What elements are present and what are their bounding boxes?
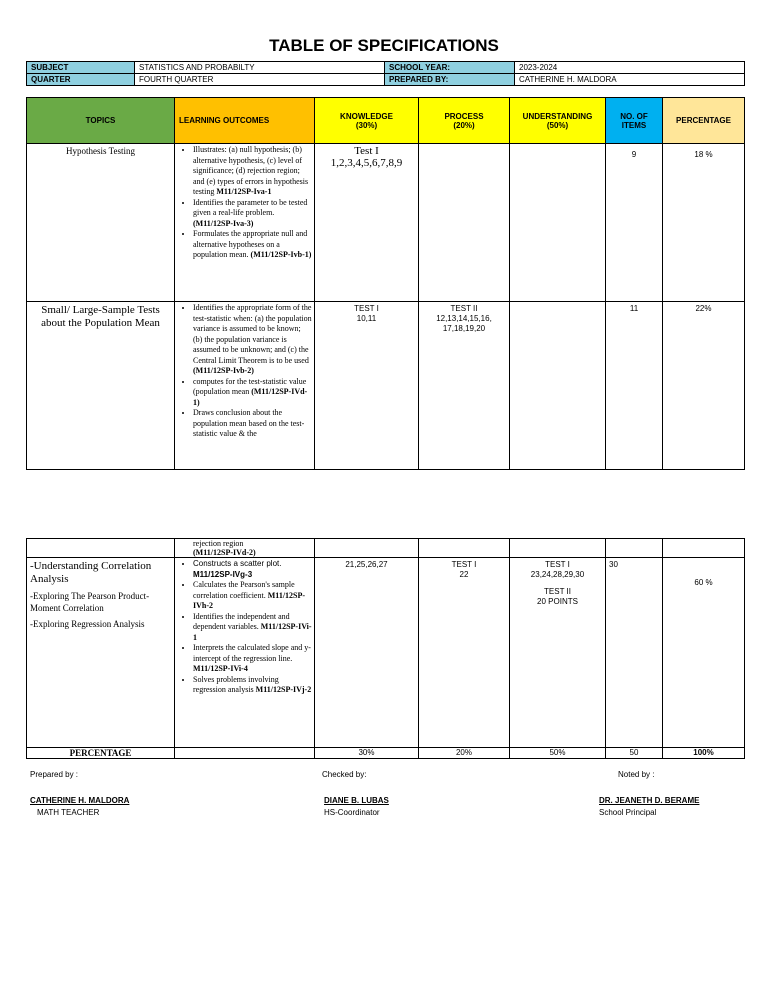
total-understanding: 50% (549, 748, 566, 757)
knowledge-items: 21,25,26,27 (345, 560, 388, 569)
learning-outcomes-cell (175, 558, 315, 748)
noted-by-role: School Principal (599, 808, 657, 817)
checked-by-signature-label: Checked by: (322, 770, 367, 779)
specifications-table-page1 (26, 97, 745, 470)
table-row (27, 144, 745, 302)
items-count: 30 (609, 560, 618, 569)
school-year-value: 2023-2024 (515, 62, 745, 74)
knowledge-items: 10,11 (356, 314, 377, 323)
header-knowledge-pct: (30%) (355, 120, 378, 130)
understanding-points: 20 POINTS (537, 597, 578, 606)
understanding-test2-label: TEST II (544, 587, 571, 596)
topic-correlation: -Understanding Correlation Analysis (30, 560, 152, 585)
header-process-pct: (20%) (453, 120, 475, 130)
row-percentage: 22% (695, 304, 712, 313)
totals-row (27, 748, 745, 759)
row-percentage: 18 % (694, 150, 713, 159)
topic-hypothesis-testing: Hypothesis Testing (66, 146, 135, 156)
total-process: 20% (455, 748, 472, 757)
process-test-label: TEST I (451, 560, 477, 569)
continuation-text: rejection region (193, 539, 244, 548)
header-knowledge-label: KNOWLEDGE (340, 111, 393, 121)
process-items: 22 (459, 570, 469, 579)
list-item: • Solves problems involving regression analysis M11/12SP-IVj-2 (193, 675, 312, 696)
table-row (27, 539, 745, 558)
checked-by-name: DIANE B. LUBAS (324, 796, 389, 805)
list-item: • Interprets the calculated slope and y-intercept of the regression line. M11/12SP-IVi-4 (193, 643, 312, 675)
understanding-items: 23,24,28,29,30 (530, 570, 585, 579)
row-percentage: 60 % (694, 578, 713, 587)
quarter-value: FOURTH QUARTER (135, 74, 385, 86)
knowledge-test-label: Test I (354, 145, 379, 157)
noted-by-name: DR. JEANETH D. BERAME (599, 796, 700, 805)
topic-pearson: -Exploring The Pearson Product-Moment Correlation (30, 591, 150, 613)
subject-value: STATISTICS AND PROBABILTY (135, 62, 385, 74)
list-item: • Identifies the independent and dependent variables. M11/12SP-IVi-1 (193, 612, 312, 644)
total-knowledge: 30% (358, 748, 375, 757)
prepared-by-role: MATH TEACHER (37, 808, 100, 817)
learning-outcomes-cell (175, 144, 315, 302)
quarter-label: QUARTER (27, 74, 135, 86)
topic-regression: -Exploring Regression Analysis (30, 619, 145, 629)
checked-by-role: HS-Coordinator (324, 808, 380, 817)
header-no-items: NO. OF ITEMS (606, 98, 663, 144)
list-item: • Illustrates: (a) null hypothesis; (b) alternative hypothesis, (c) level of significance; (d) rejection region; and (e) types of errors in hypothesis testing M11/12SP-Iva-1 (193, 145, 312, 198)
total-items: 50 (629, 748, 639, 757)
page-title: TABLE OF SPECIFICATIONS (269, 36, 499, 55)
list-item: • Calculates the Pearson's sample correlation coefficient. M11/12SP-IVh-2 (193, 580, 312, 612)
list-item: • Draws conclusion about the population mean based on the test-statistic value & the (193, 408, 312, 440)
table-row (27, 302, 745, 470)
header-percentage: PERCENTAGE (663, 98, 745, 144)
prepared-by-label: PREPARED BY: (385, 74, 515, 86)
header-process-label: PROCESS (444, 111, 484, 121)
total-percentage: 100% (693, 748, 714, 757)
noted-by-signature-label: Noted by : (618, 770, 655, 779)
knowledge-items: 1,2,3,4,5,6,7,8,9 (330, 157, 403, 169)
items-count: 9 (631, 150, 637, 159)
list-item: • Identifies the parameter to be tested given a real-life problem. (M11/12SP-Iva-3) (193, 198, 312, 230)
list-item: • computes for the test-statistic value (population mean (M11/12SP-IVd-1) (193, 377, 312, 409)
prepared-by-value: CATHERINE H. MALDORA (515, 74, 745, 86)
info-table (26, 61, 745, 86)
items-count: 11 (629, 304, 639, 313)
subject-label: SUBJECT (27, 62, 135, 74)
header-learning-outcomes: LEARNING OUTCOMES (175, 98, 315, 144)
list-item: • Constructs a scatter plot. M11/12SP-IVg-3 (193, 559, 312, 580)
header-knowledge (315, 98, 419, 144)
process-test-label: TEST II (450, 304, 478, 313)
header-topics: TOPICS (27, 98, 175, 144)
totals-label: PERCENTAGE (69, 748, 132, 758)
header-understanding-pct: (50%) (546, 120, 569, 130)
knowledge-test-label: TEST I (354, 304, 379, 313)
topic-sample-tests: Small/ Large-Sample Tests about the Population Mean (41, 304, 160, 329)
continuation-code: (M11/12SP-IVd-2) (193, 548, 256, 557)
learning-outcomes-cell (175, 302, 315, 470)
header-understanding-label: UNDERSTANDING (522, 111, 593, 121)
list-item: • Identifies the appropriate form of the test-statistic when: (a) the population variance is assumed to be known; (b) the population variance is assumed to be unknown; and (c) the Central Limit Theorem is to be used (M11/12SP-Ivb-2) (193, 303, 312, 377)
specifications-table-page2 (26, 538, 745, 759)
prepared-by-name: CATHERINE H. MALDORA (30, 796, 130, 805)
header-process (419, 98, 510, 144)
table-row (27, 558, 745, 748)
list-item: • Formulates the appropriate null and alternative hypotheses on a population mean. (M11/12SP-Ivb-1) (193, 229, 312, 261)
process-items-cont: 17,18,19,20 (442, 324, 486, 333)
header-understanding (510, 98, 606, 144)
school-year-label: SCHOOL YEAR: (385, 62, 515, 74)
understanding-test-label: TEST I (545, 560, 570, 569)
prepared-by-signature-label: Prepared by : (30, 770, 79, 779)
process-items: 12,13,14,15,16, (436, 314, 492, 323)
